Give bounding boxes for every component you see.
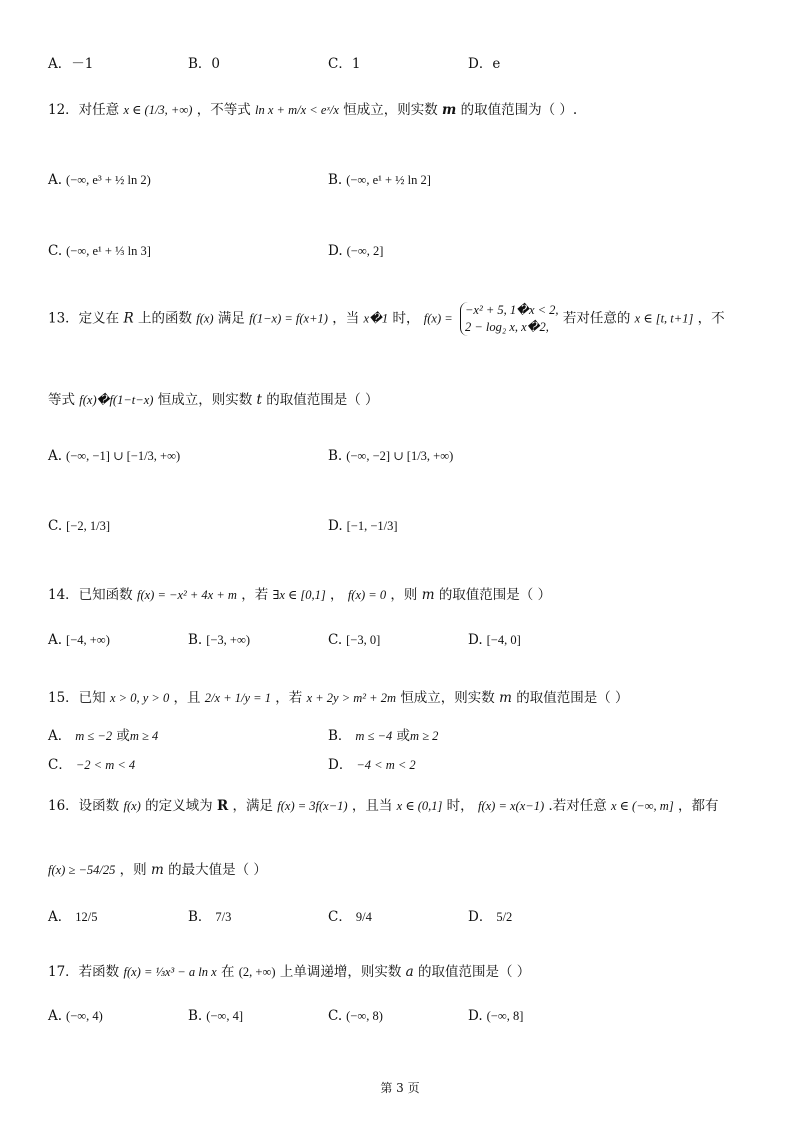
q16-text: 的定义域为 <box>145 798 213 814</box>
q16-option-d <box>468 905 512 925</box>
q15-option-a-part-1: m ≤ −2 <box>75 729 113 743</box>
q15-option-b-part-1: m ≤ −4 <box>355 729 393 743</box>
q13-stem <box>48 302 725 336</box>
option-label: D. <box>328 518 343 534</box>
q13-condition: x�1 <box>363 311 389 326</box>
q15-stem <box>48 686 629 706</box>
q16-text-7: ，则 <box>119 862 147 878</box>
option-label: A． <box>48 728 72 744</box>
option-label: C. <box>328 1008 343 1024</box>
q17-option-d-value: (−∞, 8] <box>486 1009 524 1023</box>
q13-number: 13．定义在 <box>48 310 120 327</box>
option-label: C． <box>48 757 72 773</box>
option-label: A. <box>48 172 63 188</box>
q13-text-5: 若对任意的 <box>562 310 631 327</box>
option-label: B. <box>328 172 343 188</box>
q16-text-4: 时， <box>446 798 474 814</box>
q13-option-a-value: (−∞, −1] ∪ [−1/3, +∞) <box>66 449 181 463</box>
q16-condition: x ∈ (0,1] <box>396 799 443 813</box>
q12-text-3: 的取值范围为（ ）. <box>460 102 578 118</box>
q15-inequality: x + 2y > m² + 2m <box>306 691 397 705</box>
q14-option-c-value: [−3, 0] <box>346 633 381 647</box>
q14-option-b <box>188 632 250 648</box>
q11-option-c: C．1 <box>328 56 361 72</box>
q14-variable: m <box>421 587 435 603</box>
q13-equation: f(1−x) = f(x+1) <box>249 311 328 326</box>
q13-variable: t <box>256 392 262 408</box>
q16-set: x ∈ (−∞, m] <box>611 799 674 813</box>
q16-text-3: ，且当 <box>351 798 393 814</box>
q15-option-b-or: 或 <box>396 728 411 744</box>
q14-option-c <box>328 632 380 648</box>
q11-option-d: D．e <box>468 56 501 72</box>
q15-option-b <box>328 724 438 744</box>
q13-text-8: 恒成立，则实数 <box>157 392 253 408</box>
q14-option-d <box>468 632 521 648</box>
q14-text-4: 的取值范围是（ ） <box>438 587 552 603</box>
q15-equation: 2/x + 1/y = 1 <box>204 691 271 705</box>
q17-variable: a <box>405 964 414 980</box>
q13-text: 上的函数 <box>137 310 192 327</box>
q17-option-a <box>48 1008 103 1024</box>
q16-option-d-value: 5/2 <box>496 910 513 924</box>
q17-option-d <box>468 1008 523 1024</box>
q15-option-a-or: 或 <box>116 728 130 744</box>
option-label: A. <box>48 1008 63 1024</box>
q13-piecewise <box>460 302 559 336</box>
q17-text-2: 上单调递增，则实数 <box>279 964 402 980</box>
q16-stem <box>48 794 719 814</box>
option-label: A. <box>48 632 63 648</box>
q13-option-d-value: [−1, −1/3] <box>346 519 398 533</box>
q17-text-3: 的取值范围是（ ） <box>418 964 531 980</box>
q13-option-a <box>48 448 180 464</box>
q16-option-a-value: 12/5 <box>75 910 98 924</box>
option-label: C. <box>48 518 63 534</box>
q16-text-5: .若对任意 <box>548 798 607 814</box>
option-label: D. <box>468 632 483 648</box>
q13-text-6: ，不 <box>697 310 725 327</box>
q16-option-b-value: 7/3 <box>215 910 232 924</box>
q14-option-a <box>48 632 110 648</box>
q15-option-a-part-2: m ≥ 4 <box>129 729 159 743</box>
q17-number: 17．若函数 <box>48 964 120 980</box>
option-label: C. <box>328 632 343 648</box>
option-label: B. <box>188 632 203 648</box>
q13-piece-1: −x² + 5, 1�x < 2, <box>464 303 559 317</box>
q12-option-a-value: (−∞, e³ + ½ ln 2) <box>66 173 151 187</box>
q11-option-b: B．0 <box>188 56 221 72</box>
q15-text-3: 恒成立，则实数 <box>400 690 495 706</box>
q13-stem-line-2 <box>48 388 379 408</box>
q17-stem <box>48 960 530 980</box>
q12-option-b <box>328 172 431 188</box>
q17-option-c-value: (−∞, 8) <box>346 1009 383 1023</box>
q13-option-b-value: (−∞, −2] ∪ [1/3, +∞) <box>346 449 454 463</box>
q12-option-d <box>328 243 383 259</box>
option-label: A． <box>48 909 72 925</box>
q13-inequality: f(x)�f(1−t−x) <box>79 393 154 407</box>
q12-inequality: ln x + m/x < eˣ/x <box>255 103 339 117</box>
q15-option-c <box>48 753 135 773</box>
q14-function: f(x) = −x² + 4x + m <box>136 588 237 602</box>
q17-interval: (2, +∞) <box>238 965 276 979</box>
option-label: C． <box>328 909 352 925</box>
q12-set: x ∈ (1/3, +∞) <box>123 103 193 117</box>
q13-piece-2: 2 − log₂ x, x�2, <box>464 319 549 334</box>
q16-fx: f(x) <box>123 799 141 813</box>
option-label: D． <box>468 909 493 925</box>
q12-option-b-value: (−∞, e¹ + ½ ln 2] <box>346 173 431 187</box>
q16-text-8: 的最大值是（ ） <box>168 862 267 878</box>
q12-option-c-value: (−∞, e¹ + ⅓ ln 3] <box>66 244 151 258</box>
q16-variable: m <box>150 862 164 878</box>
q12-variable: m <box>442 102 457 118</box>
option-label: B. <box>188 1008 203 1024</box>
q16-r: R <box>216 798 229 814</box>
q13-text-9: 的取值范围是（ ） <box>266 392 379 408</box>
q16-definition: f(x) = x(x−1) <box>477 799 545 813</box>
q16-option-c <box>328 905 372 925</box>
q13-text-4: 时， <box>392 310 420 327</box>
q15-option-d <box>328 753 416 773</box>
q14-stem <box>48 583 551 603</box>
q17-text: 在 <box>220 964 235 980</box>
q14-number: 14．已知函数 <box>48 587 133 603</box>
q15-option-c-value: −2 < m < 4 <box>75 758 136 772</box>
q16-option-b <box>188 905 231 925</box>
q17-option-b <box>188 1008 243 1024</box>
q12-number: 12．对任意 <box>48 102 120 118</box>
q16-number: 16．设函数 <box>48 798 120 814</box>
q14-option-b-value: [−3, +∞) <box>206 633 251 647</box>
q17-option-a-value: (−∞, 4) <box>66 1009 103 1023</box>
q12-option-c <box>48 243 151 259</box>
q16-option-a <box>48 905 97 925</box>
q13-text-3: ，当 <box>332 310 360 327</box>
q15-text-4: 的取值范围是（ ） <box>516 690 629 706</box>
q12-stem <box>48 98 577 118</box>
q14-exists: ∃x ∈ [0,1] <box>272 588 326 602</box>
q17-option-b-value: (−∞, 4] <box>206 1009 244 1023</box>
q14-text: ，若 <box>241 587 269 603</box>
q15-variable: m <box>499 690 512 706</box>
option-label: B. <box>328 448 343 464</box>
q16-text-6: ，都有 <box>678 798 719 814</box>
q16-option-c-value: 9/4 <box>355 910 372 924</box>
q15-option-a <box>48 724 158 744</box>
q12-text-2: 恒成立，则实数 <box>343 102 438 118</box>
option-label: A. <box>48 448 63 464</box>
option-label: D. <box>468 1008 483 1024</box>
q13-option-c-value: [−2, 1/3] <box>66 519 110 533</box>
q16-text-2: ，满足 <box>232 798 273 814</box>
q15-text: ，且 <box>173 690 201 706</box>
q13-option-d <box>328 518 398 534</box>
q15-text-2: ，若 <box>275 690 303 706</box>
q14-text-3: ，则 <box>390 587 418 603</box>
page-number: 第 3 页 <box>380 1081 420 1095</box>
q14-equation: f(x) = 0 <box>347 588 387 602</box>
q15-option-d-value: −4 < m < 2 <box>356 758 416 772</box>
q12-text: ，不等式 <box>196 102 251 118</box>
q11-option-a: A．－1 <box>48 56 94 72</box>
q17-option-c <box>328 1008 383 1024</box>
q15-number: 15．已知 <box>48 690 106 706</box>
q13-text-2: 满足 <box>217 310 245 327</box>
q13-option-c <box>48 518 110 534</box>
q12-option-d-value: (−∞, 2] <box>346 244 384 258</box>
q15-conditions: x > 0, y > 0 <box>109 691 170 705</box>
q17-function: f(x) = ⅓x³ − a ln x <box>123 965 217 979</box>
q14-text-2: ， <box>330 587 344 603</box>
option-label: C. <box>48 243 63 259</box>
q14-option-a-value: [−4, +∞) <box>66 633 110 647</box>
q12-option-a <box>48 172 151 188</box>
q16-equation: f(x) = 3f(x−1) <box>277 799 348 813</box>
option-label: B． <box>328 728 352 744</box>
q13-r: R <box>123 310 134 327</box>
option-label: D． <box>328 757 353 773</box>
q13-option-b <box>328 448 453 464</box>
q15-option-b-part-2: m ≥ 2 <box>410 729 439 743</box>
q13-interval: x ∈ [t, t+1] <box>634 311 694 326</box>
q16-inequality: f(x) ≥ −54/25 <box>48 863 116 877</box>
option-label: D. <box>328 243 343 259</box>
q13-piecewise-lhs: f(x) = <box>423 311 453 326</box>
q16-stem-line-2 <box>48 858 267 878</box>
q13-fx: f(x) <box>196 311 214 326</box>
q14-option-d-value: [−4, 0] <box>486 633 521 647</box>
q13-text-7: 等式 <box>48 392 75 408</box>
option-label: B． <box>188 909 212 925</box>
